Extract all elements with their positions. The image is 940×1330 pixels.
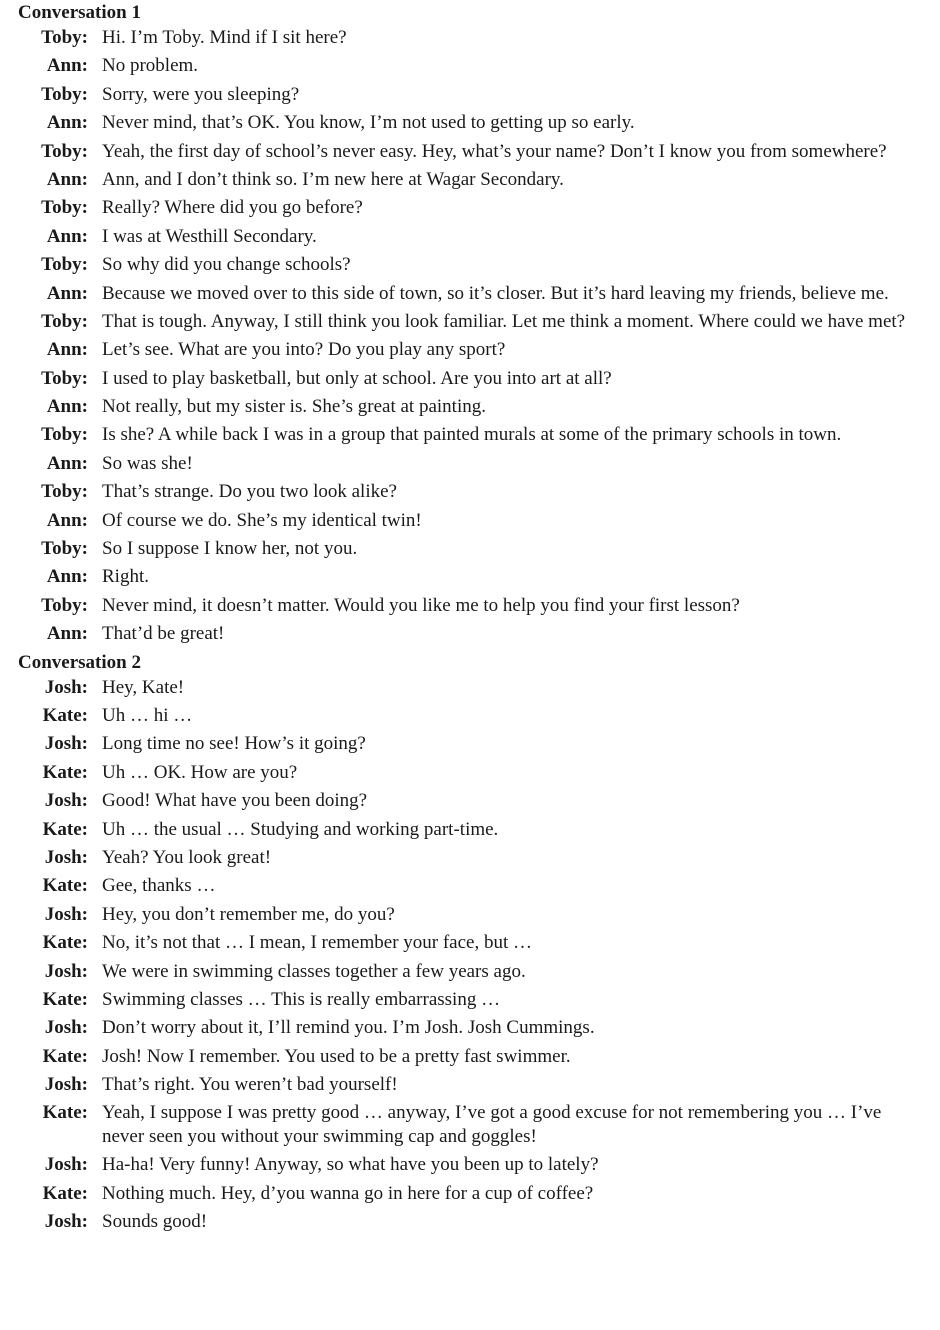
speaker-name: Ann: bbox=[46, 282, 88, 304]
dialogue-line bbox=[18, 509, 940, 533]
conversation-1 bbox=[18, 1, 940, 646]
speaker-name: Ann: bbox=[46, 225, 88, 247]
speaker-name: Kate: bbox=[42, 875, 88, 897]
dialogue-text: That’s strange. Do you two look alike? bbox=[102, 481, 397, 503]
speaker-name: Ann: bbox=[46, 339, 88, 361]
dialogue-line bbox=[18, 423, 940, 447]
dialogue-text: Uh … the usual … Studying and working part-time. bbox=[102, 818, 499, 840]
speaker-name: Josh: bbox=[44, 1154, 88, 1176]
dialogue-text: Don’t worry about it, I’ll remind you. I’m Josh. Josh Cummings. bbox=[102, 1017, 595, 1039]
speaker-name: Ann: bbox=[46, 566, 88, 588]
speaker-name: Kate: bbox=[42, 1102, 88, 1124]
speaker-name: Ann: bbox=[46, 396, 88, 418]
speaker-name: Kate: bbox=[42, 988, 88, 1010]
dialogue-line bbox=[18, 111, 940, 135]
dialogue-text: Yeah? You look great! bbox=[102, 846, 272, 868]
dialogue-line bbox=[18, 367, 940, 391]
speaker-name: Josh: bbox=[44, 1211, 88, 1233]
dialogue-line bbox=[18, 310, 940, 334]
dialogue-line bbox=[18, 622, 940, 646]
speaker-name: Toby: bbox=[41, 424, 88, 446]
dialogue-text: Of course we do. She’s my identical twin! bbox=[102, 509, 422, 531]
speaker-name: Toby: bbox=[41, 197, 88, 219]
dialogue-line bbox=[18, 818, 940, 842]
dialogue-list bbox=[18, 26, 940, 646]
dialogue-text: Hi. I’m Toby. Mind if I sit here? bbox=[102, 27, 347, 48]
speaker-name: Toby: bbox=[41, 367, 88, 389]
speaker-name: Kate: bbox=[42, 1045, 88, 1067]
speaker-name: Kate: bbox=[42, 704, 88, 726]
dialogue-line bbox=[18, 732, 940, 756]
dialogue-line bbox=[18, 1153, 940, 1177]
dialogue-text: Good! What have you been doing? bbox=[102, 790, 368, 812]
speaker-name: Toby: bbox=[41, 594, 88, 616]
dialogue-text: Right. bbox=[102, 566, 149, 588]
dialogue-text: So was she! bbox=[102, 452, 193, 474]
conversation-title: Conversation 1 bbox=[18, 2, 141, 23]
dialogue-text: Is she? A while back I was in a group that painted murals at some of the primary schools in town. bbox=[102, 424, 842, 446]
dialogue-text: Yeah, the first day of school’s never easy. Hey, what’s your name? Don’t I know you from somewhere? bbox=[102, 140, 887, 162]
speaker-name: Ann: bbox=[46, 112, 88, 134]
speaker-name: Toby: bbox=[41, 481, 88, 503]
dialogue-line bbox=[18, 54, 940, 78]
dialogue-line bbox=[18, 282, 940, 306]
dialogue-list bbox=[18, 676, 940, 1234]
dialogue-text: So why did you change schools? bbox=[102, 254, 351, 276]
dialogue-line bbox=[18, 480, 940, 504]
dialogue-text: Ha-ha! Very funny! Anyway, so what have you been up to lately? bbox=[102, 1154, 599, 1176]
speaker-name: Toby: bbox=[41, 538, 88, 560]
dialogue-text: Nothing much. Hey, d’you wanna go in here for a cup of coffee? bbox=[102, 1182, 594, 1204]
dialogue-text: I used to play basketball, but only at school. Are you into art at all? bbox=[102, 367, 612, 389]
dialogue-line bbox=[18, 1101, 940, 1148]
dialogue-line bbox=[18, 1073, 940, 1097]
dialogue-line bbox=[18, 594, 940, 618]
conversation-2 bbox=[18, 651, 940, 1234]
dialogue-text: We were in swimming classes together a few years ago. bbox=[102, 960, 526, 982]
dialogue-line bbox=[18, 26, 940, 50]
speaker-name: Kate: bbox=[42, 818, 88, 840]
speaker-name: Toby: bbox=[41, 83, 88, 105]
dialogue-text: No problem. bbox=[102, 55, 199, 77]
speaker-name: Ann: bbox=[46, 509, 88, 531]
dialogue-line bbox=[18, 704, 940, 728]
dialogue-text: I was at Westhill Secondary. bbox=[102, 225, 317, 247]
dialogue-line bbox=[18, 761, 940, 785]
dialogue-line bbox=[18, 988, 940, 1012]
dialogue-line bbox=[18, 140, 940, 164]
dialogue-line bbox=[18, 960, 940, 984]
speaker-name: Josh: bbox=[44, 846, 88, 868]
dialogue-text: Yeah, I suppose I was pretty good … anyway, I’ve got a good excuse for not remembering you … I’ve never seen you without your swimming cap and goggles! bbox=[102, 1102, 882, 1147]
speaker-name: Josh: bbox=[44, 960, 88, 982]
dialogue-line bbox=[18, 931, 940, 955]
speaker-name: Kate: bbox=[42, 761, 88, 783]
dialogue-line bbox=[18, 1210, 940, 1234]
dialogue-line bbox=[18, 789, 940, 813]
speaker-name: Ann: bbox=[46, 452, 88, 474]
speaker-name: Toby: bbox=[41, 310, 88, 332]
dialogue-text: So I suppose I know her, not you. bbox=[102, 538, 358, 560]
dialogue-text: Long time no see! How’s it going? bbox=[102, 733, 366, 755]
dialogue-text: Uh … OK. How are you? bbox=[102, 761, 298, 783]
dialogue-text: Let’s see. What are you into? Do you play any sport? bbox=[102, 339, 506, 361]
dialogue-text: Really? Where did you go before? bbox=[102, 197, 363, 219]
dialogue-text: Josh! Now I remember. You used to be a pretty fast swimmer. bbox=[102, 1045, 571, 1067]
dialogue-text: No, it’s not that … I mean, I remember your face, but … bbox=[102, 932, 533, 954]
dialogue-text: Because we moved over to this side of town, so it’s closer. But it’s hard leaving my friends, believe me. bbox=[102, 282, 889, 304]
dialogue-line bbox=[18, 395, 940, 419]
dialogue-text: Sounds good! bbox=[102, 1211, 208, 1233]
dialogue-line bbox=[18, 225, 940, 249]
speaker-name: Kate: bbox=[42, 1182, 88, 1204]
dialogue-line bbox=[18, 676, 940, 700]
dialogue-text: That’d be great! bbox=[102, 623, 225, 645]
speaker-name: Josh: bbox=[44, 903, 88, 925]
dialogue-text: Sorry, were you sleeping? bbox=[102, 83, 300, 105]
dialogue-line bbox=[18, 903, 940, 927]
conversation-title: Conversation 2 bbox=[18, 651, 141, 673]
dialogue-line bbox=[18, 565, 940, 589]
dialogue-text: Gee, thanks … bbox=[102, 875, 216, 897]
dialogue-line bbox=[18, 1016, 940, 1040]
speaker-name: Toby: bbox=[41, 140, 88, 162]
dialogue-text: Never mind, it doesn’t matter. Would you like me to help you find your first lesson? bbox=[102, 594, 740, 616]
dialogue-line bbox=[18, 452, 940, 476]
dialogue-line bbox=[18, 83, 940, 107]
dialogue-line bbox=[18, 196, 940, 220]
dialogue-text: That’s right. You weren’t bad yourself! bbox=[102, 1074, 398, 1096]
dialogue-text: Hey, you don’t remember me, do you? bbox=[102, 903, 395, 925]
speaker-name: Kate: bbox=[42, 932, 88, 954]
dialogue-line bbox=[18, 846, 940, 870]
speaker-name: Ann: bbox=[46, 168, 88, 190]
speaker-name: Ann: bbox=[46, 55, 88, 77]
dialogue-text: Hey, Kate! bbox=[102, 676, 185, 698]
speaker-name: Josh: bbox=[44, 1074, 88, 1096]
dialogue-line bbox=[18, 1045, 940, 1069]
dialogue-line bbox=[18, 1182, 940, 1206]
dialogue-line bbox=[18, 338, 940, 362]
dialogue-text: Never mind, that’s OK. You know, I’m not used to getting up so early. bbox=[102, 112, 635, 134]
speaker-name: Toby: bbox=[41, 27, 88, 48]
dialogue-text: Uh … hi … bbox=[102, 704, 193, 726]
dialogue-line bbox=[18, 874, 940, 898]
speaker-name: Josh: bbox=[44, 676, 88, 698]
dialogue-text: That is tough. Anyway, I still think you look familiar. Let me think a moment. Where could we have met? bbox=[102, 310, 906, 332]
dialogue-text: Not really, but my sister is. She’s great at painting. bbox=[102, 396, 486, 418]
speaker-name: Josh: bbox=[44, 790, 88, 812]
dialogue-text: Swimming classes … This is really embarrassing … bbox=[102, 988, 501, 1010]
speaker-name: Josh: bbox=[44, 1017, 88, 1039]
speaker-name: Ann: bbox=[46, 623, 88, 645]
dialogue-line bbox=[18, 253, 940, 277]
speaker-name: Josh: bbox=[44, 733, 88, 755]
speaker-name: Toby: bbox=[41, 254, 88, 276]
dialogue-line bbox=[18, 537, 940, 561]
dialogue-text: Ann, and I don’t think so. I’m new here at Wagar Secondary. bbox=[102, 168, 564, 190]
dialogue-line bbox=[18, 168, 940, 192]
